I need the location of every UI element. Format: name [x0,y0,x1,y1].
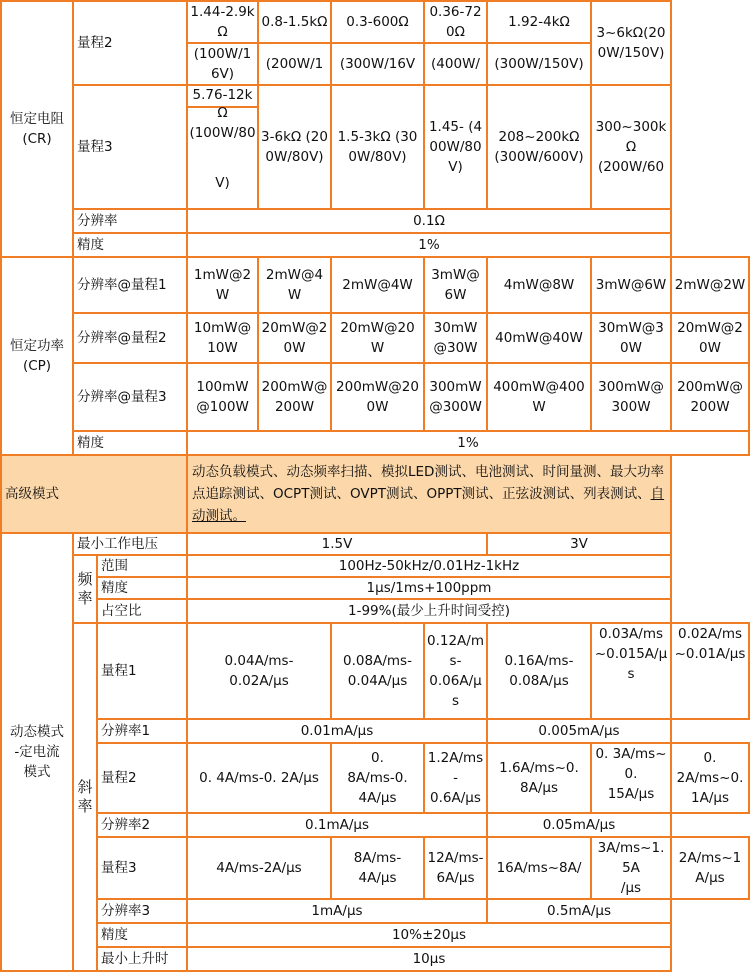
cp-r3-v2: 200mW@200W [258,363,331,431]
dyn-facc-label: 精度 [97,577,187,599]
cr-r3-p3: (300W/80V) [348,129,418,165]
cp-r2-v3: 20mW@20W [331,313,424,363]
dyn-duty-value: 1-99%(最少上升时间受控) [187,599,671,623]
dyn-res2-v1: 0.1mA/μs [187,813,487,837]
dyn-s1-v6: 0.02A/ms~0.01A/μs [671,623,749,719]
dyn-minv-1: 1.5V [187,533,487,555]
cr-res-label: 分辨率 [73,209,187,233]
cr-r2-p5: (300W/150V) [487,43,591,85]
dyn-s2-v2: 0. 8A/ms-0. 4A/μs [331,743,424,813]
dyn-duty-label: 占空比 [97,599,187,623]
dyn-s2-v4: 1.6A/ms~0. 8A/μs [487,743,591,813]
cr-r3-v5: 208~200kΩ (300W/600V) [487,85,591,209]
cp-r3-v1: 100mW@100W [187,363,258,431]
cp-r1-v7: 2mW@2W [671,257,749,313]
dyn-s1-label: 量程1 [97,623,187,719]
cp-r1-v2: 2mW@4W [258,257,331,313]
dyn-range-label: 范围 [97,555,187,577]
cr-r2-p2: (200W/1 [258,43,331,85]
adv-text-underlined: 自动测试。 [192,486,665,524]
dyn-s1-v1: 0.04A/ms- 0.02A/μs [187,623,331,719]
cr-r3-cell3 [331,85,424,209]
cr-r2-v3: 0.3-600Ω [331,1,424,43]
cr-r3-v1: 5.76-12kΩ [188,86,257,108]
dyn-sacc-label: 精度 [97,923,187,947]
cp-r3-v7: 200mW@200W [671,363,749,431]
cp-r3-v3: 200mW@200W [331,363,424,431]
cp-r1-v4: 3mW@6W [424,257,487,313]
cr-r3-v3: 1.5-3kΩ [337,129,391,145]
dyn-sacc-value: 10%±20μs [187,923,671,947]
dyn-s3-v5: 3A/ms~1.5A /μs [591,837,671,899]
cr-r3-v6: 300~300kΩ (200W/60 [591,85,671,209]
dyn-s1-v2: 0.08A/ms- 0.04A/μs [331,623,424,719]
cr-r3-v2: 3-6kΩ [261,129,302,145]
cp-r3-v4: 300mW@300W [424,363,487,431]
dyn-s1-v3: 0.12A/ms- 0.06A/μs [424,623,487,719]
adv-text: 动态负载模式、动态频率扫描、模拟LED测试、电池测试、时间量测、最大功率点追踪测试、OCPT测试、OVPT测试、OPPT测试、正弦波测试、列表测试、 [192,464,664,502]
cr-r2-v4: 0.36-720Ω [424,1,487,43]
cr-r2-p1: (100W/16V) [187,43,258,85]
cp-r2-v1: 10mW@10W [187,313,258,363]
cp-r2-label: 分辨率@量程2 [73,313,187,363]
cr-r3-v4: 1.45- [428,119,464,135]
dyn-res2-v2: 0.05mA/μs [487,813,671,837]
cp-acc-value: 1% [187,431,749,455]
adv-category: 高级模式 [1,455,187,533]
dyn-res1-v2: 0.005mA/μs [487,719,671,743]
cp-r2-v6: 30mW@30W [591,313,671,363]
dyn-s3-v1: 4A/ms-2A/μs [187,837,331,899]
cr-acc-value: 1% [187,233,671,257]
cr-r3-cell1 [187,85,258,209]
adv-description [187,455,671,533]
cr-range2-label: 量程2 [73,1,187,85]
dyn-s1-v4: 0.16A/ms- 0.08A/μs [487,623,591,719]
dyn-s3-v2: 8A/ms- 4A/μs [331,837,424,899]
dyn-facc-value: 1μs/1ms+100ppm [187,577,671,599]
dyn-freq-group: 频 率 [73,555,97,623]
dyn-rise-value: 10μs [187,947,671,971]
dyn-res3-label: 分辨率3 [97,899,187,923]
cr-r2-v6: 3~6kΩ(200W/150V) [591,1,671,85]
cp-r1-v3: 2mW@4W [331,257,424,313]
dyn-res1-v1: 0.01mA/μs [187,719,487,743]
cr-res-value: 0.1Ω [187,209,671,233]
dyn-res3-v1: 1mA/μs [187,899,487,923]
dyn-s1-v5: 0.03A/ms~0.015A/μs [591,623,671,719]
dyn-s2-v6: 0. 2A/ms~0. 1A/μs [671,743,749,813]
cr-r2-v1: 1.44-2.9kΩ [187,1,258,43]
cp-r1-label: 分辨率@量程1 [73,257,187,313]
dyn-s2-v5: 0. 3A/ms~0. 15A/μs [591,743,671,813]
cr-r3-p1: (100W/80V) [189,125,256,191]
cr-r3-p2: (200W/80V) [265,129,328,165]
cr-r2-p4: (400W/ [424,43,487,85]
cr-acc-label: 精度 [73,233,187,257]
cp-r3-label: 分辨率@量程3 [73,363,187,431]
dyn-s2-v1: 0. 4A/ms-0. 2A/μs [187,743,331,813]
dyn-res2-label: 分辨率2 [97,813,187,837]
cp-r2-v7: 20mW@20W [671,313,749,363]
cp-acc-label: 精度 [73,431,187,455]
dyn-minv-2: 3V [487,533,671,555]
cp-category: 恒定功率 (CP) [1,257,73,455]
cp-r1-v5: 4mW@8W [487,257,591,313]
cr-r3-cell4 [424,85,487,209]
cr-r2-v5: 1.92-4kΩ [487,1,591,43]
cp-r2-v2: 20mW@20W [258,313,331,363]
dyn-minv-label: 最小工作电压 [73,533,187,555]
dyn-rise-label: 最小上升时 [97,947,187,971]
dyn-s2-label: 量程2 [97,743,187,813]
dyn-range-value: 100Hz-50kHz/0.01Hz-1kHz [187,555,671,577]
cp-r2-v4: 30mW@30W [424,313,487,363]
dyn-s3-v4: 16A/ms~8A/ [487,837,591,899]
dyn-res1-label: 分辨率1 [97,719,187,743]
dyn-s3-label: 量程3 [97,837,187,899]
dyn-res3-v2: 0.5mA/μs [487,899,671,923]
cr-r2-p3: (300W/16V [331,43,424,85]
dyn-s3-v6: 2A/ms~1 A/μs [671,837,749,899]
dyn-slope-group: 斜 率 [73,623,97,971]
cr-r3-cell2 [258,85,331,209]
cp-r1-v6: 3mW@6W [591,257,671,313]
dyn-category: 动态模式 -定电流 模式 [1,533,73,971]
cp-r3-v6: 300mW@300W [591,363,671,431]
dyn-s3-v3: 12A/ms- 6A/μs [424,837,487,899]
cr-r2-v2: 0.8-1.5kΩ [258,1,331,43]
cp-r3-v5: 400mW@400W [487,363,591,431]
dyn-s2-v3: 1.2A/ms- 0.6A/μs [424,743,487,813]
cp-r2-v5: 40mW@40W [487,313,591,363]
cr-category: 恒定电阻 (CR) [1,1,73,257]
cr-r3-p4: (400W/80V) [429,119,483,175]
cp-r1-v1: 1mW@2W [187,257,258,313]
cr-range3-label: 量程3 [73,85,187,209]
